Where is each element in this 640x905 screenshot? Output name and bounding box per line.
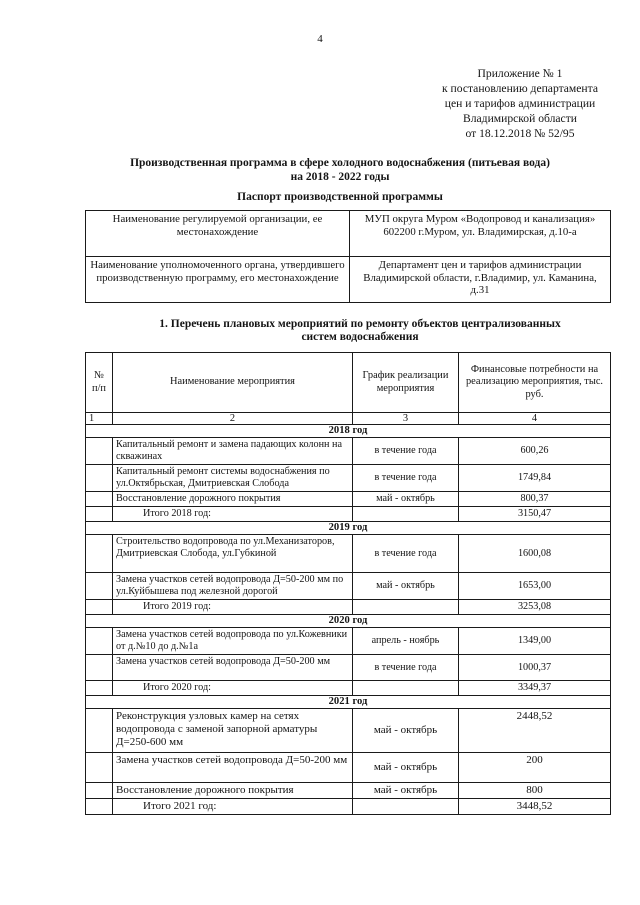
row-amount: 800,37 <box>459 492 611 507</box>
activities-table <box>85 352 611 815</box>
header-finance: Финансовые потребности на реализацию мероприятия, тыс. руб. <box>459 353 611 413</box>
total-label: Итого 2021 год: <box>113 799 353 815</box>
row-num <box>86 438 113 465</box>
total-row <box>86 600 611 615</box>
table-row <box>86 535 611 573</box>
title-line-2: на 2018 - 2022 годы <box>290 171 390 183</box>
year-row <box>86 522 611 535</box>
row-num <box>86 465 113 492</box>
appendix-line: Приложение № 1 <box>477 67 563 80</box>
total-schedule <box>353 799 459 815</box>
appendix-line: цен и тарифов администрации <box>444 97 596 110</box>
table-row <box>86 709 611 753</box>
passport-table <box>85 210 611 303</box>
passport-row <box>86 257 611 303</box>
table-row <box>86 438 611 465</box>
total-label: Итого 2018 год: <box>113 507 353 522</box>
total-schedule <box>353 600 459 615</box>
total-amount: 3253,08 <box>459 600 611 615</box>
year-label: 2020 год <box>86 615 611 628</box>
row-name: Капитальный ремонт и замена падающих колонн на скважинах <box>113 438 353 465</box>
col-number: 3 <box>353 413 459 425</box>
total-row <box>86 507 611 522</box>
row-name: Реконструкция узловых камер на сетях водопровода с заменой запорной арматуры Д=250-600 мм <box>113 709 353 753</box>
row-schedule: май - октябрь <box>353 709 459 753</box>
table-row <box>86 783 611 799</box>
row-num <box>86 681 113 696</box>
row-num <box>86 628 113 655</box>
row-schedule: в течение года <box>353 465 459 492</box>
total-label: Итого 2019 год: <box>113 600 353 615</box>
table-row <box>86 492 611 507</box>
row-amount: 1349,00 <box>459 628 611 655</box>
section-heading <box>100 318 620 344</box>
column-number-row <box>86 413 611 425</box>
total-schedule <box>353 681 459 696</box>
row-schedule: май - октябрь <box>353 753 459 783</box>
row-num <box>86 573 113 600</box>
row-name: Строительство водопровода по ул.Механизаторов, Дмитриевская Слобода, ул.Губкиной <box>113 535 353 573</box>
header-num: № п/п <box>86 353 113 413</box>
row-name: Капитальный ремонт системы водоснабжения по ул.Октябрьская, Дмитриевская Слобода <box>113 465 353 492</box>
row-num <box>86 709 113 753</box>
header-schedule: График реализации мероприятия <box>353 353 459 413</box>
row-amount: 1600,08 <box>459 535 611 573</box>
passport-label: Наименование уполномоченного органа, утвердившего производственную программу, его местонахождение <box>86 257 350 303</box>
passport-value-line: МУП округа Муром «Водопровод и канализация» <box>364 213 596 225</box>
row-amount: 600,26 <box>459 438 611 465</box>
col-number: 2 <box>113 413 353 425</box>
appendix-line: Владимирской области <box>463 112 577 125</box>
row-amount: 800 <box>459 783 611 799</box>
row-num <box>86 655 113 681</box>
passport-title: Паспорт производственной программы <box>237 191 443 203</box>
appendix-line: к постановлению департамента <box>442 82 598 95</box>
section-title-line-2: систем водоснабжения <box>301 331 419 343</box>
appendix-line: от 18.12.2018 № 52/95 <box>465 127 575 140</box>
row-schedule: в течение года <box>353 655 459 681</box>
row-schedule: май - октябрь <box>353 573 459 600</box>
total-amount: 3448,52 <box>459 799 611 815</box>
year-row <box>86 425 611 438</box>
passport-value-line: Департамент цен и тарифов администрации Владимирской области, г.Владимир, ул. Каманина, д.31 <box>363 259 597 297</box>
row-schedule: май - октябрь <box>353 492 459 507</box>
row-num <box>86 492 113 507</box>
table-header-row <box>86 353 611 413</box>
row-name: Восстановление дорожного покрытия <box>113 783 353 799</box>
row-name: Замена участков сетей водопровода Д=50-200 мм по ул.Куйбышева под железной дорогой <box>113 573 353 600</box>
row-num <box>86 535 113 573</box>
year-label: 2021 год <box>86 696 611 709</box>
title-line-1: Производственная программа в сфере холодного водоснабжения (питьевая вода) <box>130 157 550 169</box>
table-row <box>86 573 611 600</box>
row-schedule: в течение года <box>353 438 459 465</box>
year-label: 2019 год <box>86 522 611 535</box>
section-title-line-1: Перечень плановых мероприятий по ремонту объектов централизованных <box>170 318 561 330</box>
year-row <box>86 615 611 628</box>
row-schedule: май - октябрь <box>353 783 459 799</box>
passport-label: Наименование регулируемой организации, ее местонахождение <box>86 211 350 257</box>
year-label: 2018 год <box>86 425 611 438</box>
total-amount: 3150,47 <box>459 507 611 522</box>
total-schedule <box>353 507 459 522</box>
row-num <box>86 753 113 783</box>
total-amount: 3349,37 <box>459 681 611 696</box>
row-num <box>86 783 113 799</box>
row-amount: 1653,00 <box>459 573 611 600</box>
header-name: Наименование мероприятия <box>113 353 353 413</box>
col-number: 4 <box>459 413 611 425</box>
row-name: Замена участков сетей водопровода Д=50-200 мм <box>113 655 353 681</box>
table-row <box>86 628 611 655</box>
passport-value-line: 602200 г.Муром, ул. Владимирская, д.10-а <box>383 225 577 238</box>
row-schedule: апрель - ноябрь <box>353 628 459 655</box>
total-row <box>86 799 611 815</box>
section-number: 1. <box>159 318 168 330</box>
row-name: Замена участков сетей водопровода по ул.Кожевники от д.№10 до д.№1а <box>113 628 353 655</box>
table-row <box>86 753 611 783</box>
row-num <box>86 799 113 815</box>
row-amount: 2448,52 <box>459 709 611 753</box>
passport-row <box>86 211 611 257</box>
section-line-1 <box>100 318 620 331</box>
passport-value <box>350 257 611 303</box>
document-title <box>60 156 620 184</box>
row-schedule: в течение года <box>353 535 459 573</box>
row-amount: 200 <box>459 753 611 783</box>
table-row <box>86 655 611 681</box>
year-row <box>86 696 611 709</box>
page-number: 4 <box>317 33 323 45</box>
appendix-block <box>400 66 640 141</box>
row-amount: 1000,37 <box>459 655 611 681</box>
row-num <box>86 600 113 615</box>
row-amount: 1749,84 <box>459 465 611 492</box>
row-name: Восстановление дорожного покрытия <box>113 492 353 507</box>
table-row <box>86 465 611 492</box>
total-label: Итого 2020 год: <box>113 681 353 696</box>
row-name: Замена участков сетей водопровода Д=50-200 мм <box>113 753 353 783</box>
total-row <box>86 681 611 696</box>
col-number: 1 <box>86 413 113 425</box>
row-num <box>86 507 113 522</box>
passport-value <box>350 211 611 257</box>
